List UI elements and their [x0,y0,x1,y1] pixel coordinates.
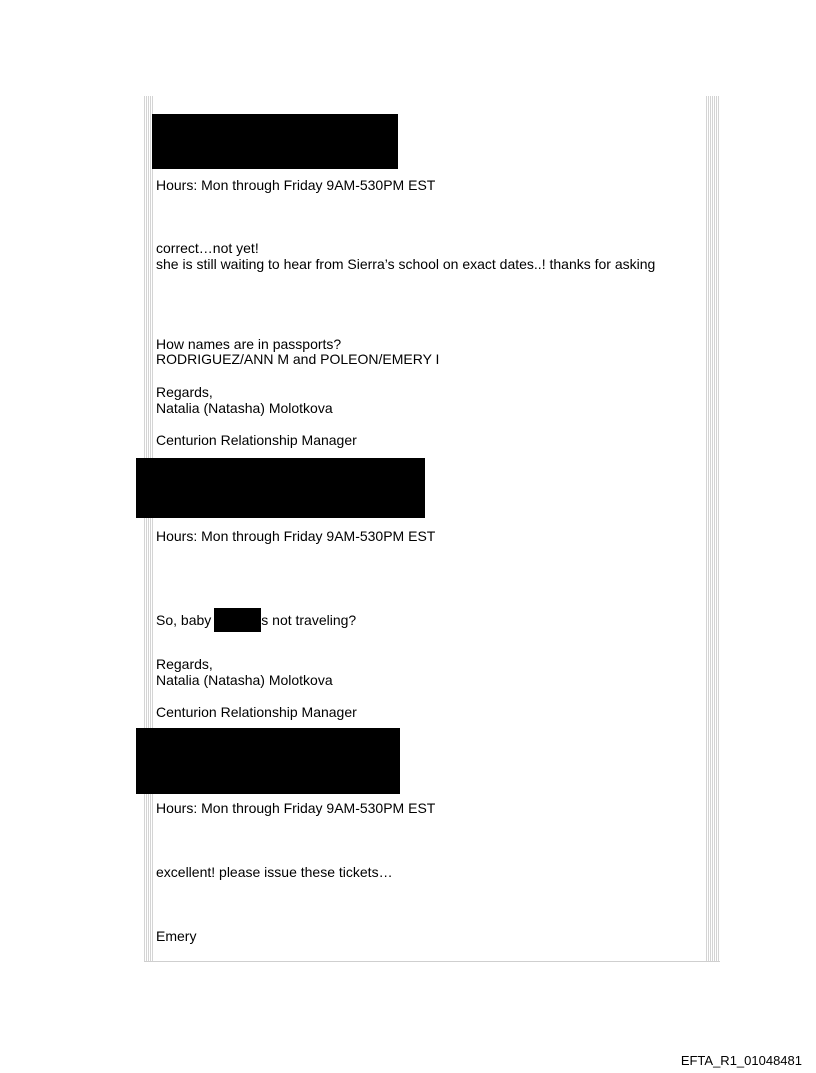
sender-name: Natalia (Natasha) Molotkova [156,672,333,688]
reply-line: correct…not yet! [156,240,259,256]
message-line: excellent! please issue these tickets… [156,864,393,880]
business-hours-line: Hours: Mon through Friday 9AM-530PM EST [156,528,436,544]
question-suffix: s not traveling? [261,612,357,628]
redaction-block-3 [136,728,400,794]
sender-title: Centurion Relationship Manager [156,704,357,720]
passport-names-line: RODRIGUEZ/ANN M and POLEON/EMERY I [156,351,440,367]
redaction-block-1 [152,114,398,169]
regards-line: Regards, [156,384,213,400]
business-hours-line: Hours: Mon through Friday 9AM-530PM EST [156,177,436,193]
document-id: EFTA_R1_01048481 [680,1053,802,1068]
question-line: How names are in passports? [156,336,342,352]
frame-left-border [144,96,154,961]
redaction-block-2 [136,458,425,518]
inline-redaction [214,608,261,632]
business-hours-line: Hours: Mon through Friday 9AM-530PM EST [156,800,436,816]
reply-line: she is still waiting to hear from Sierra’s school on exact dates..! thanks for asking [156,256,656,272]
signature-line: Emery [156,928,197,944]
frame-right-border [706,96,720,961]
sender-name: Natalia (Natasha) Molotkova [156,400,333,416]
sender-title: Centurion Relationship Manager [156,432,357,448]
question-prefix: So, baby [156,612,212,628]
question-line [156,608,356,632]
regards-line: Regards, [156,656,213,672]
